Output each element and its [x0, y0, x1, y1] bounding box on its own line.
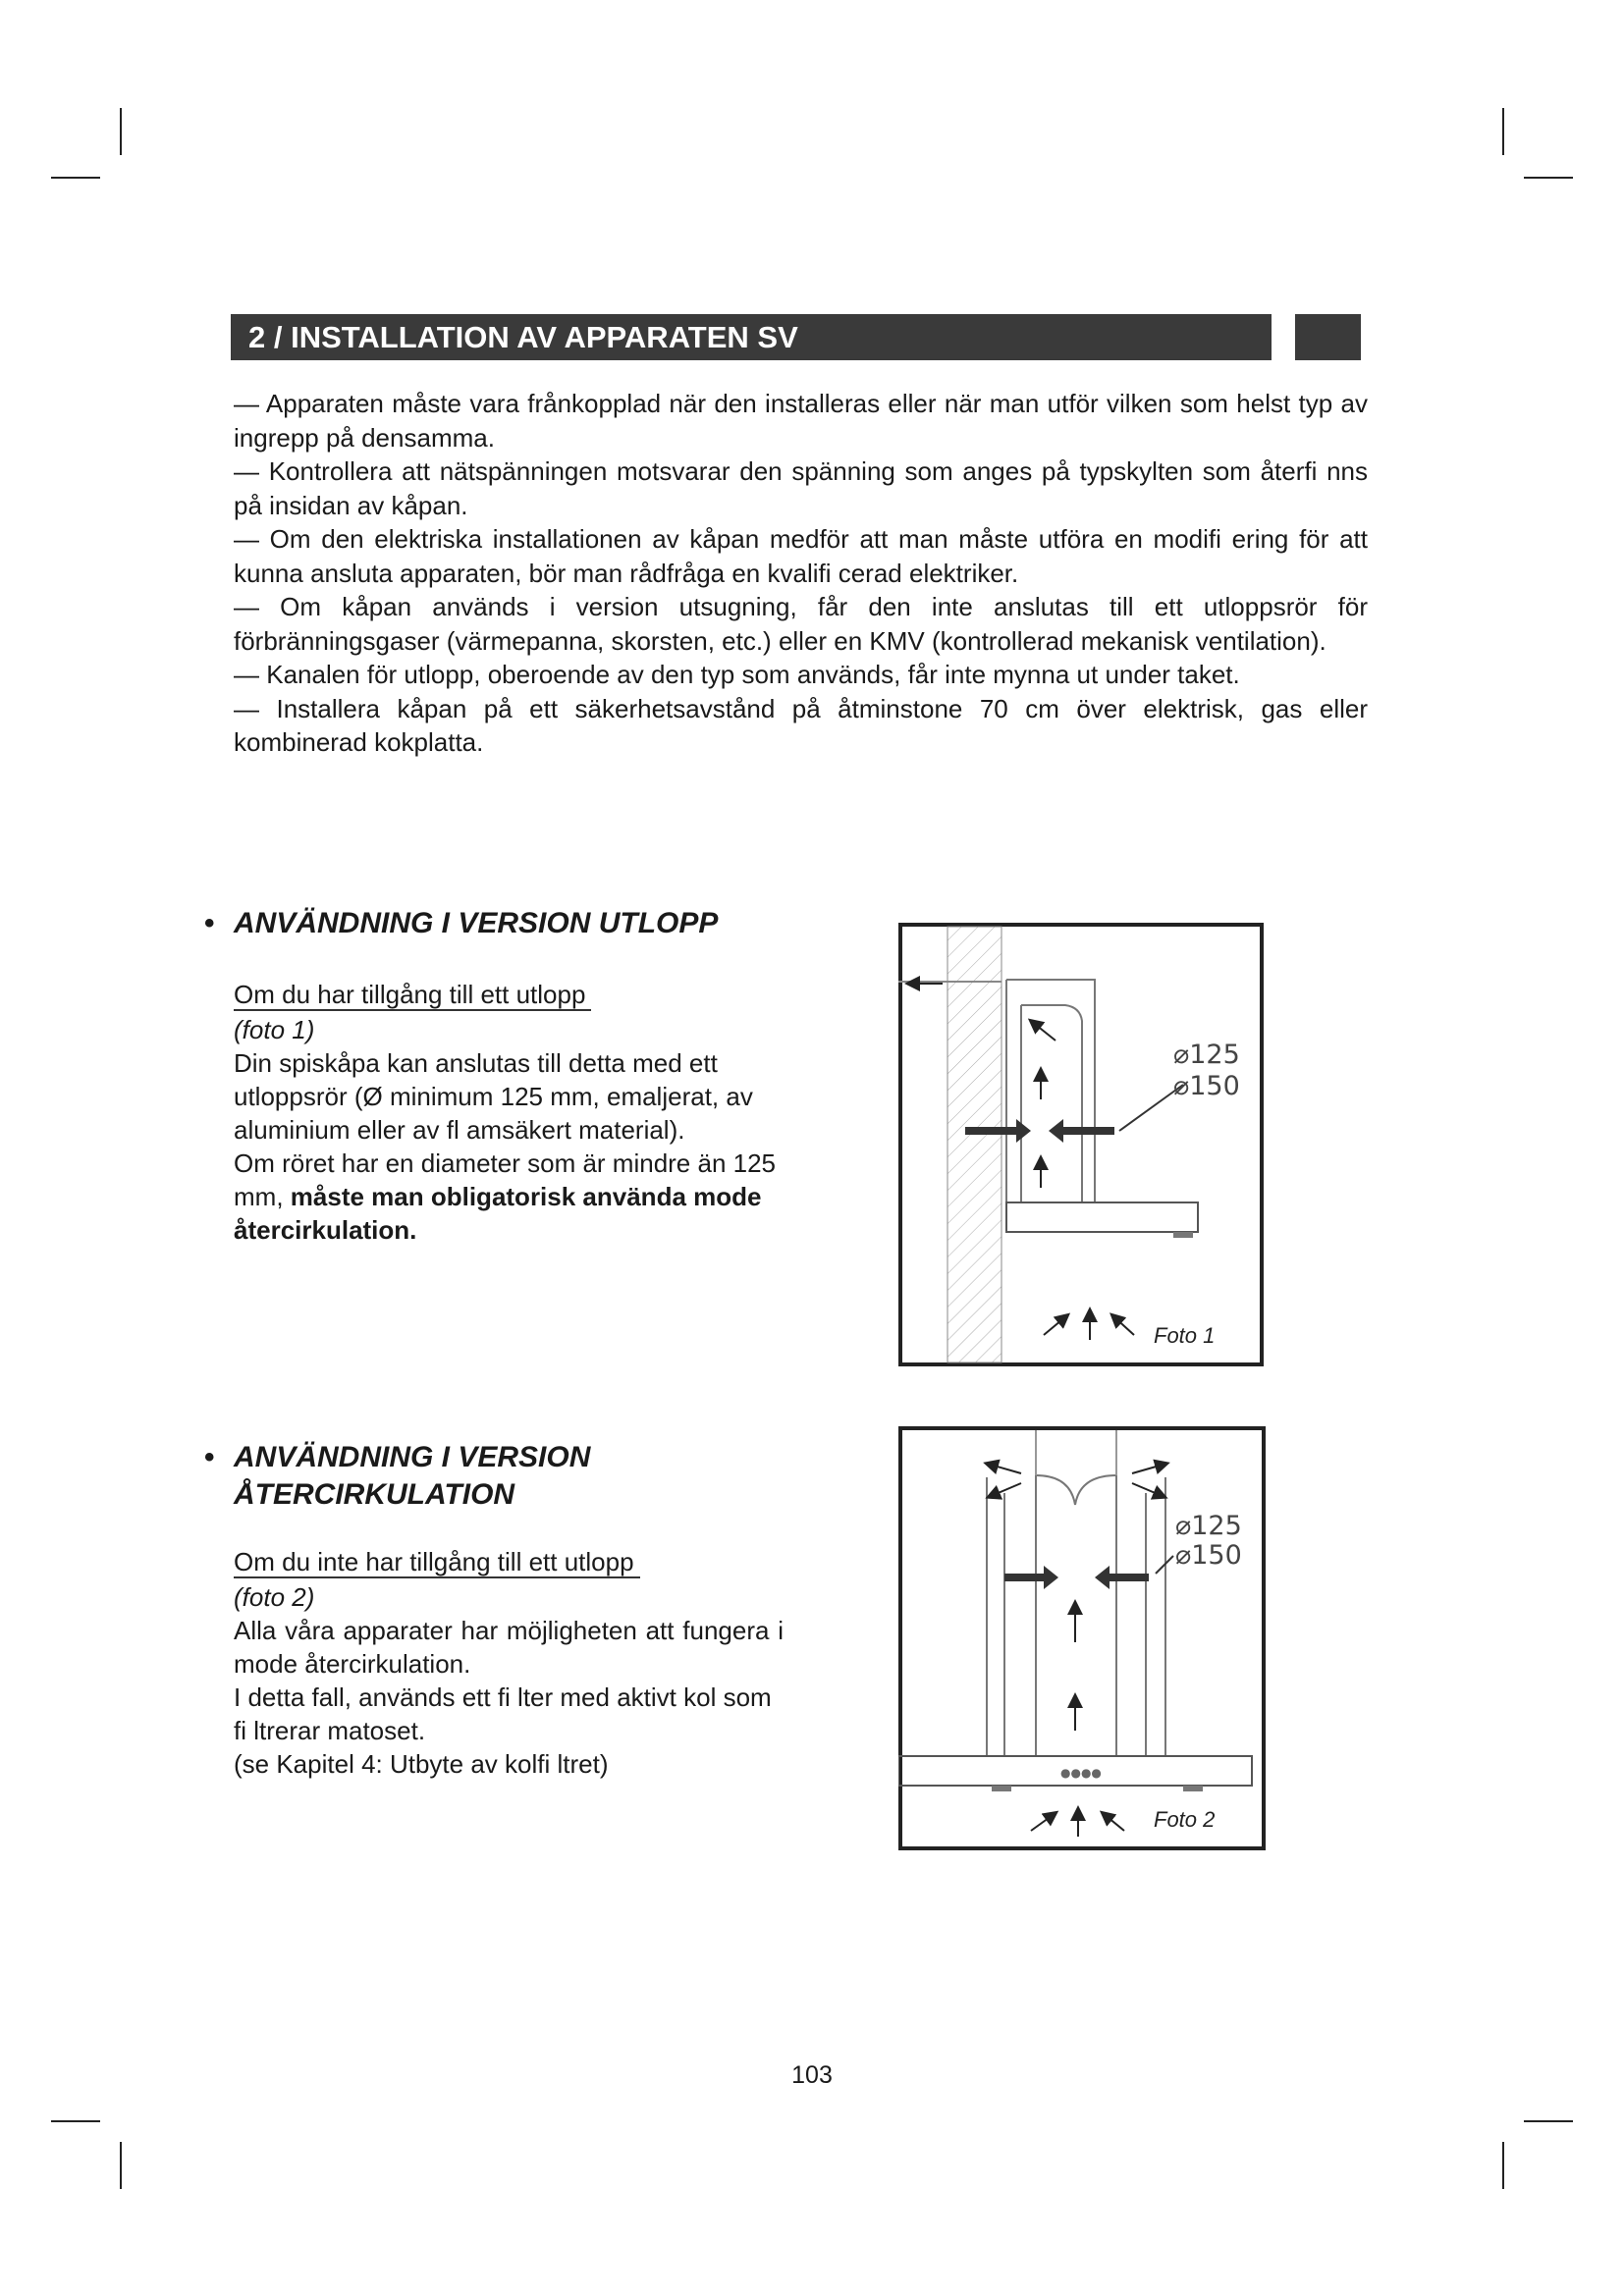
diameter-label: ⌀150: [1173, 1071, 1240, 1101]
intro-paragraph: — Installera kåpan på ett säkerhetsavstånd på åtminstone 70 cm över elektrisk, gas eller kombinerad kokplatta.: [234, 693, 1368, 757]
section-paragraph: Alla våra apparater har möjligheten att fungera i mode återcirkulation.: [234, 1616, 784, 1679]
hood-canopy: [1006, 1202, 1198, 1232]
crop-mark: [1524, 2120, 1573, 2122]
crop-mark: [120, 2142, 122, 2189]
section-title-text: ANVÄNDNING I VERSION UTLOPP: [234, 907, 719, 939]
duct-side-arrow: [1004, 1566, 1058, 1589]
section-paragraph-text: Om röret har en diameter som är mindre än 125 mm,: [234, 1148, 777, 1211]
duct-side-arrow: [1095, 1566, 1149, 1589]
figure-caption: Foto 2: [1154, 1807, 1216, 1832]
intro-paragraph: — Kanalen för utlopp, oberoende av den typ som används, får inte mynna ut under taket.: [234, 660, 1240, 689]
figure-1-exhaust-diagram: [898, 923, 1264, 1366]
duct-top: [1036, 1475, 1116, 1505]
crop-mark: [1524, 177, 1573, 179]
section-title-line: ÅTERCIRKULATION: [234, 1478, 515, 1511]
section-subtitle: Om du inte har tillgång till ett utlopp: [234, 1547, 640, 1578]
photo-reference: (foto 2): [234, 1582, 315, 1612]
section-header-title: 2 / INSTALLATION AV APPARATEN SV: [248, 320, 798, 354]
section-paragraph: (se Kapitel 4: Utbyte av kolfi ltret): [234, 1749, 609, 1779]
figure-caption: Foto 1: [1154, 1323, 1216, 1348]
section-paragraph: [234, 1147, 784, 1247]
intro-text: [234, 387, 1368, 760]
crop-mark: [1502, 108, 1504, 155]
intro-paragraph: — Om kåpan används i version utsugning, får den inte anslutas till ett utloppsrör för förbränningsgaser (värmepanna, skorsten, etc.) eller en KMV (kontrollerad mekanisk ventilation).: [234, 592, 1368, 656]
crop-mark: [1502, 2142, 1504, 2189]
section-subtitle: Om du har tillgång till ett utlopp: [234, 980, 591, 1011]
intro-paragraph: — Apparaten måste vara frånkopplad när den installeras eller när man utför vilken som helst typ av ingrepp på densamma.: [234, 389, 1368, 453]
intro-paragraph: — Om den elektriska installationen av kåpan medför att man måste utföra en modifi ering för att kunna ansluta apparaten, bör man rådfråga en kvalifi cerad elektriker.: [234, 524, 1368, 588]
section-paragraph-bold: måste man obligatorisk använda mode återcirkulation.: [234, 1182, 762, 1245]
figure-2-recirculation-diagram: [898, 1426, 1266, 1850]
section-title-atercirkulation: [204, 1439, 591, 1514]
header-side-box: [1295, 314, 1361, 360]
section-paragraph: Din spiskåpa kan anslutas till detta med ett utloppsrör (Ø minimum 125 mm, emaljerat, av aluminium eller av fl amsäkert material).: [234, 1048, 753, 1145]
crop-mark: [120, 108, 122, 155]
wall-hatch: [947, 927, 1001, 1362]
diameter-label: ⌀150: [1175, 1540, 1242, 1571]
section-body-utlopp: [234, 978, 784, 1247]
crop-mark: [51, 177, 100, 179]
svg-text:●●●●: ●●●●: [1060, 1766, 1102, 1780]
diameter-label: ⌀125: [1175, 1511, 1242, 1541]
section-title-line: ANVÄNDNING I VERSION: [234, 1441, 591, 1473]
section-header: [231, 314, 1272, 360]
intro-paragraph: — Kontrollera att nätspänningen motsvarar den spänning som anges på typskylten som återfi nns på insidan av kåpan.: [234, 456, 1368, 520]
photo-reference: (foto 1): [234, 1015, 315, 1044]
crop-mark: [51, 2120, 100, 2122]
section-body-atercirkulation: [234, 1545, 784, 1781]
section-paragraph: I detta fall, används ett fi lter med aktivt kol som fi ltrerar matoset.: [234, 1682, 772, 1745]
diameter-label: ⌀125: [1173, 1040, 1240, 1070]
bullet: •: [204, 907, 215, 939]
section-title-utlopp: [204, 905, 719, 942]
page-number: 103: [791, 2061, 833, 2089]
chimney-duct: [1006, 980, 1095, 1202]
bullet: •: [204, 1441, 215, 1473]
